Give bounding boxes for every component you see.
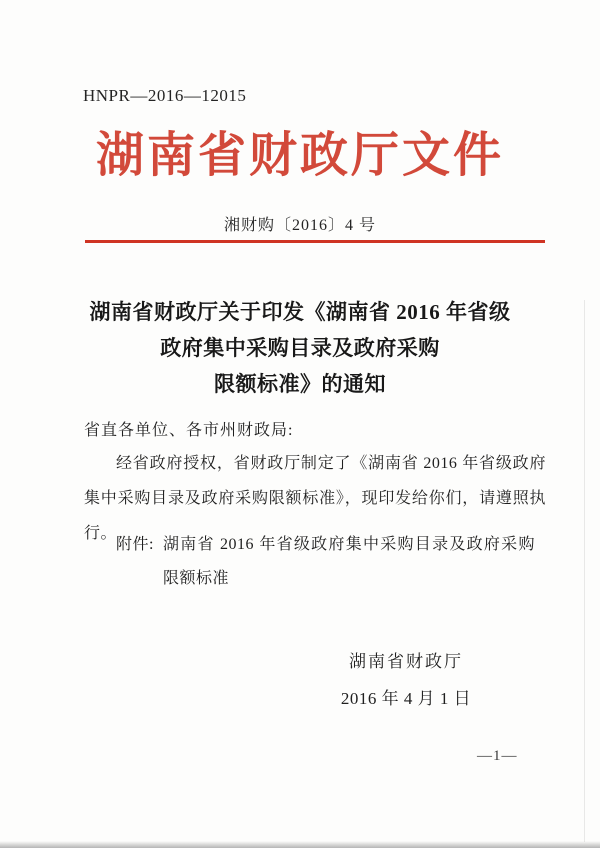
scan-edge-artifact (584, 300, 585, 842)
scan-shadow-artifact (0, 841, 600, 848)
notice-title-line-3: 限额标准》的通知 (214, 372, 386, 396)
notice-title (40, 294, 560, 402)
red-divider-line (85, 240, 545, 243)
letterhead-title: 湖南省财政厅文件 (95, 129, 504, 182)
document-number: 湘财购〔2016〕4 号 (223, 217, 376, 234)
notice-title-line-1: 湖南省财政厅关于印发《湖南省 2016 年省级 (89, 300, 511, 324)
reference-code: HNPR—2016—12015 (83, 86, 247, 105)
body-paragraph: 经省政府授权，省财政厅制定了《湖南省 2016 年省级政府集中采购目录及政府采购限额标准》，现印发给你们，请遵照执行。 (84, 455, 546, 542)
attachment-block (116, 528, 535, 596)
notice-title-line-2: 政府集中采购目录及政府采购 (160, 336, 440, 360)
signature-block (306, 647, 506, 709)
page-number: —1— (477, 748, 518, 764)
signature-date: 2016 年 4 月 1 日 (340, 689, 472, 708)
signer-name: 湖南省财政厅 (349, 652, 463, 671)
salutation: 省直各单位、各市州财政局: (84, 422, 294, 439)
attachment-label: 附件: (116, 536, 154, 553)
attachment-text: 湖南省 2016 年省级政府集中采购目录及政府采购限额标准 (162, 536, 535, 587)
